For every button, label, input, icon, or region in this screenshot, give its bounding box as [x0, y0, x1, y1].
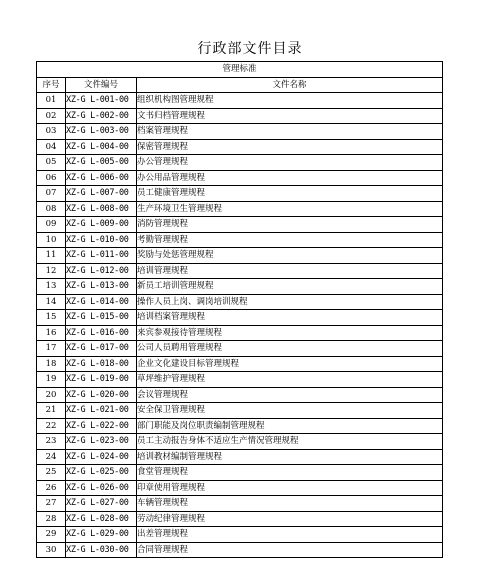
row-name: 合同管理规程: [137, 542, 443, 558]
row-name: 企业文化建设目标管理规程: [137, 356, 443, 372]
table-row: [37, 124, 443, 140]
row-seq: 14: [37, 294, 66, 310]
row-name: 食堂管理规程: [137, 465, 443, 481]
row-code: XZ-G L-011-00: [66, 248, 137, 264]
row-code: XZ-G L-025-00: [66, 465, 137, 481]
row-code: XZ-G L-023-00: [66, 434, 137, 450]
row-seq: 11: [37, 248, 66, 264]
row-seq: 19: [37, 372, 66, 388]
row-name: 办公用品管理规程: [137, 170, 443, 186]
page-title: 行政部文件目录: [197, 41, 303, 57]
table-row: [37, 341, 443, 357]
row-seq: 05: [37, 155, 66, 171]
table-row: [37, 248, 443, 264]
header-name: 文件名称: [137, 77, 443, 93]
row-seq: 21: [37, 403, 66, 419]
row-seq: 29: [37, 527, 66, 543]
row-seq: 15: [37, 310, 66, 326]
section-row: [37, 62, 443, 78]
row-name: 组织机构图管理规程: [137, 93, 443, 109]
row-seq: 30: [37, 542, 66, 558]
table-row: [37, 186, 443, 202]
row-code: XZ-G L-028-00: [66, 511, 137, 527]
file-directory-table: [36, 61, 443, 558]
row-name: 生产环境卫生管理规程: [137, 201, 443, 217]
table-row: [37, 542, 443, 558]
row-name: 出差管理规程: [137, 527, 443, 543]
row-seq: 06: [37, 170, 66, 186]
row-seq: 02: [37, 108, 66, 124]
row-code: XZ-G L-009-00: [66, 217, 137, 233]
header-seq: 序号: [37, 77, 66, 93]
row-seq: 13: [37, 279, 66, 295]
section-title: 管理标准: [37, 62, 443, 78]
row-code: XZ-G L-016-00: [66, 325, 137, 341]
row-code: XZ-G L-026-00: [66, 480, 137, 496]
row-seq: 23: [37, 434, 66, 450]
row-code: XZ-G L-002-00: [66, 108, 137, 124]
row-code: XZ-G L-013-00: [66, 279, 137, 295]
row-name: 草坪维护管理规程: [137, 372, 443, 388]
row-name: 档案管理规程: [137, 124, 443, 140]
row-name: 车辆管理规程: [137, 496, 443, 512]
row-name: 考勤管理规程: [137, 232, 443, 248]
row-code: XZ-G L-017-00: [66, 341, 137, 357]
row-seq: 10: [37, 232, 66, 248]
row-code: XZ-G L-018-00: [66, 356, 137, 372]
table-row: [37, 372, 443, 388]
row-name: 保密管理规程: [137, 139, 443, 155]
row-code: XZ-G L-012-00: [66, 263, 137, 279]
table-row: [37, 232, 443, 248]
row-seq: 16: [37, 325, 66, 341]
table-row: [37, 434, 443, 450]
row-name: 奖励与处惩管理规程: [137, 248, 443, 264]
row-name: 消防管理规程: [137, 217, 443, 233]
table-row: [37, 465, 443, 481]
row-seq: 17: [37, 341, 66, 357]
table-row: [37, 449, 443, 465]
row-seq: 25: [37, 465, 66, 481]
row-seq: 07: [37, 186, 66, 202]
row-seq: 09: [37, 217, 66, 233]
table-row: [37, 263, 443, 279]
table-row: [37, 93, 443, 109]
row-name: 印章使用管理规程: [137, 480, 443, 496]
row-code: XZ-G L-006-00: [66, 170, 137, 186]
row-name: 培训教材编制管理规程: [137, 449, 443, 465]
row-code: XZ-G L-020-00: [66, 387, 137, 403]
row-seq: 01: [37, 93, 66, 109]
table-row: [37, 480, 443, 496]
row-code: XZ-G L-022-00: [66, 418, 137, 434]
row-name: 来宾参观接待管理规程: [137, 325, 443, 341]
row-name: 办公管理规程: [137, 155, 443, 171]
row-name: 培训管理规程: [137, 263, 443, 279]
row-seq: 24: [37, 449, 66, 465]
table-row: [37, 418, 443, 434]
table-row: [37, 387, 443, 403]
row-code: XZ-G L-014-00: [66, 294, 137, 310]
table-row: [37, 139, 443, 155]
row-code: XZ-G L-021-00: [66, 403, 137, 419]
row-code: XZ-G L-027-00: [66, 496, 137, 512]
table-row: [37, 403, 443, 419]
row-name: 新员工培训管理规程: [137, 279, 443, 295]
table-row: [37, 279, 443, 295]
row-seq: 08: [37, 201, 66, 217]
row-code: XZ-G L-005-00: [66, 155, 137, 171]
row-code: XZ-G L-008-00: [66, 201, 137, 217]
row-seq: 12: [37, 263, 66, 279]
table-row: [37, 201, 443, 217]
table-row: [37, 511, 443, 527]
table-row: [37, 325, 443, 341]
table-row: [37, 310, 443, 326]
row-code: XZ-G L-007-00: [66, 186, 137, 202]
table-row: [37, 170, 443, 186]
table-row: [37, 496, 443, 512]
row-seq: 27: [37, 496, 66, 512]
row-name: 文书归档管理规程: [137, 108, 443, 124]
table-body: [37, 93, 443, 558]
row-name: 员工健康管理规程: [137, 186, 443, 202]
row-seq: 04: [37, 139, 66, 155]
row-seq: 20: [37, 387, 66, 403]
row-name: 安全保卫管理规程: [137, 403, 443, 419]
row-name: 会议管理规程: [137, 387, 443, 403]
row-seq: 26: [37, 480, 66, 496]
row-name: 操作人员上岗、调岗培训规程: [137, 294, 443, 310]
row-name: 公司人员聘用管理规程: [137, 341, 443, 357]
row-name: 劳动纪律管理规程: [137, 511, 443, 527]
table-row: [37, 108, 443, 124]
row-code: XZ-G L-029-00: [66, 527, 137, 543]
row-code: XZ-G L-015-00: [66, 310, 137, 326]
row-seq: 28: [37, 511, 66, 527]
row-code: XZ-G L-004-00: [66, 139, 137, 155]
row-code: XZ-G L-030-00: [66, 542, 137, 558]
row-seq: 18: [37, 356, 66, 372]
table-row: [37, 217, 443, 233]
table-row: [37, 356, 443, 372]
row-seq: 22: [37, 418, 66, 434]
header-row: [37, 77, 443, 93]
row-code: XZ-G L-019-00: [66, 372, 137, 388]
table-row: [37, 527, 443, 543]
row-code: XZ-G L-010-00: [66, 232, 137, 248]
table-row: [37, 155, 443, 171]
row-name: 培训档案管理规程: [137, 310, 443, 326]
row-code: XZ-G L-001-00: [66, 93, 137, 109]
row-name: 员工主动报告身体不适应生产情况管理规程: [137, 434, 443, 450]
table-row: [37, 294, 443, 310]
header-code: 文件编号: [66, 77, 137, 93]
row-code: XZ-G L-024-00: [66, 449, 137, 465]
row-name: 部门职能及岗位职责编制管理规程: [137, 418, 443, 434]
row-seq: 03: [37, 124, 66, 140]
row-code: XZ-G L-003-00: [66, 124, 137, 140]
